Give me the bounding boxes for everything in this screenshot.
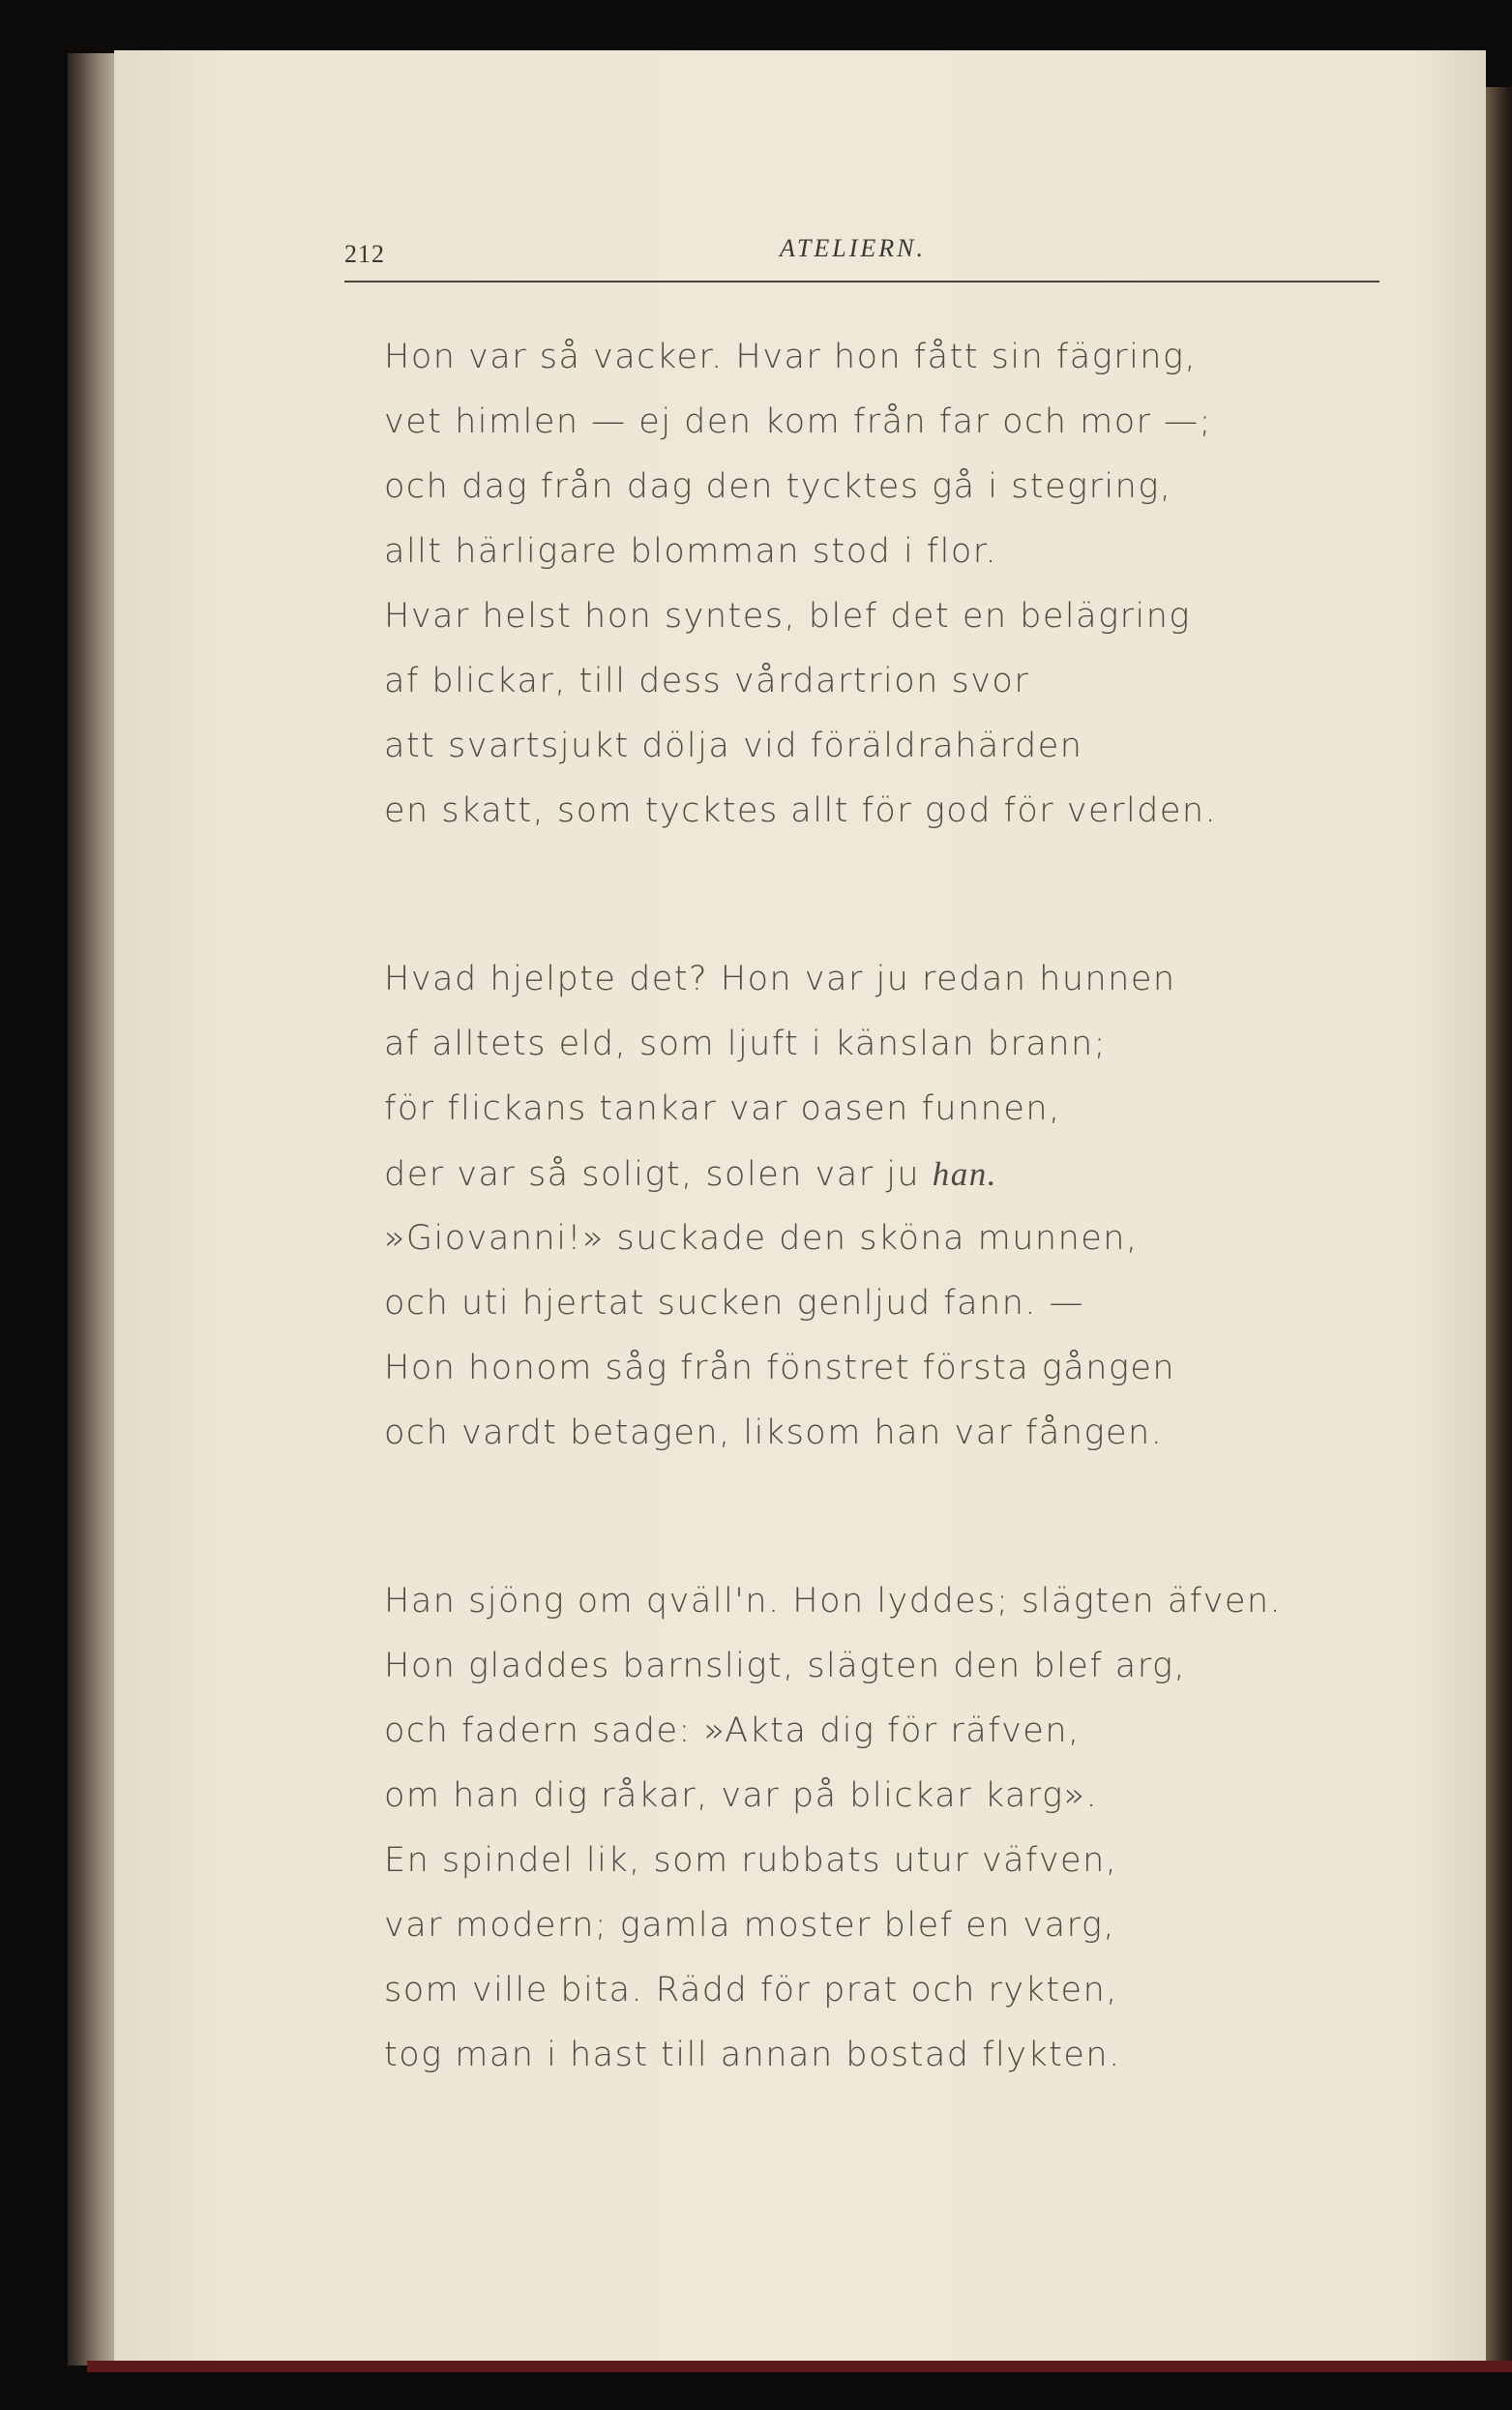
stanza-1: [384, 325, 1429, 844]
book-spine: [68, 53, 118, 2365]
running-title: ATELIERN.: [780, 234, 926, 262]
verse-line: för flickans tankar var oasen funnen,: [384, 1089, 1061, 1128]
verse-line: Hvar helst hon syntes, blef det en belägring: [384, 597, 1191, 636]
verse-line: Hon var så vacker. Hvar hon fått sin fägring,: [384, 338, 1198, 376]
page-number: 212: [344, 240, 385, 268]
verse-line: och dag från dag den tycktes gå i stegring,: [384, 467, 1172, 506]
verse-line: som ville bita. Rädd för prat och rykten,: [384, 1971, 1118, 2009]
italic-word: han.: [932, 1155, 997, 1193]
verse-line: och vardt betagen, liksom han var fången.: [384, 1413, 1164, 1452]
stanza-2: [384, 947, 1429, 1466]
verse-line: om han dig råkar, var på blickar karg».: [384, 1776, 1099, 1815]
page-edge: [1486, 87, 1512, 2370]
stanza-3: [384, 1569, 1429, 2088]
verse-line: Hon honom såg från fönstret första gången: [384, 1349, 1176, 1387]
verse-line: vet himlen — ej den kom från far och mor —;: [384, 402, 1212, 441]
bottom-binding-strip: [87, 2361, 1512, 2372]
header-rule: [344, 281, 1379, 283]
verse-line: att svartsjukt dölja vid föräldrahärden: [384, 727, 1083, 765]
poem: [384, 325, 1429, 2191]
verse-line: och fadern sade: »Akta dig för räfven,: [384, 1711, 1081, 1750]
verse-line: Hon gladdes barnsligt, slägten den blef arg,: [384, 1647, 1187, 1685]
verse-line: var modern; gamla moster blef en varg,: [384, 1906, 1115, 1945]
verse-line: en skatt, som tycktes allt för god för verlden.: [384, 791, 1218, 830]
verse-line-with-italic: [384, 1142, 1429, 1206]
verse-line: tog man i hast till annan bostad flykten.: [384, 2036, 1121, 2074]
verse-line: allt härligare blomman stod i flor.: [384, 532, 998, 571]
verse-line-text: der var så soligt, solen var ju: [384, 1155, 933, 1194]
page-header: [344, 230, 1379, 279]
verse-line: och uti hjertat sucken genljud fann. —: [384, 1284, 1085, 1323]
verse-line: af alltets eld, som ljuft i känslan brann;: [384, 1025, 1107, 1063]
verse-line: »Giovanni!» suckade den sköna munnen,: [384, 1219, 1139, 1258]
verse-line: En spindel lik, som rubbats utur väfven,: [384, 1841, 1118, 1880]
verse-line: Hvad hjelpte det? Hon var ju redan hunnen: [384, 960, 1176, 998]
verse-line: Han sjöng om qväll'n. Hon lyddes; slägten äfven.: [384, 1582, 1283, 1621]
verse-line: af blickar, till dess vårdartrion svor: [384, 662, 1030, 700]
